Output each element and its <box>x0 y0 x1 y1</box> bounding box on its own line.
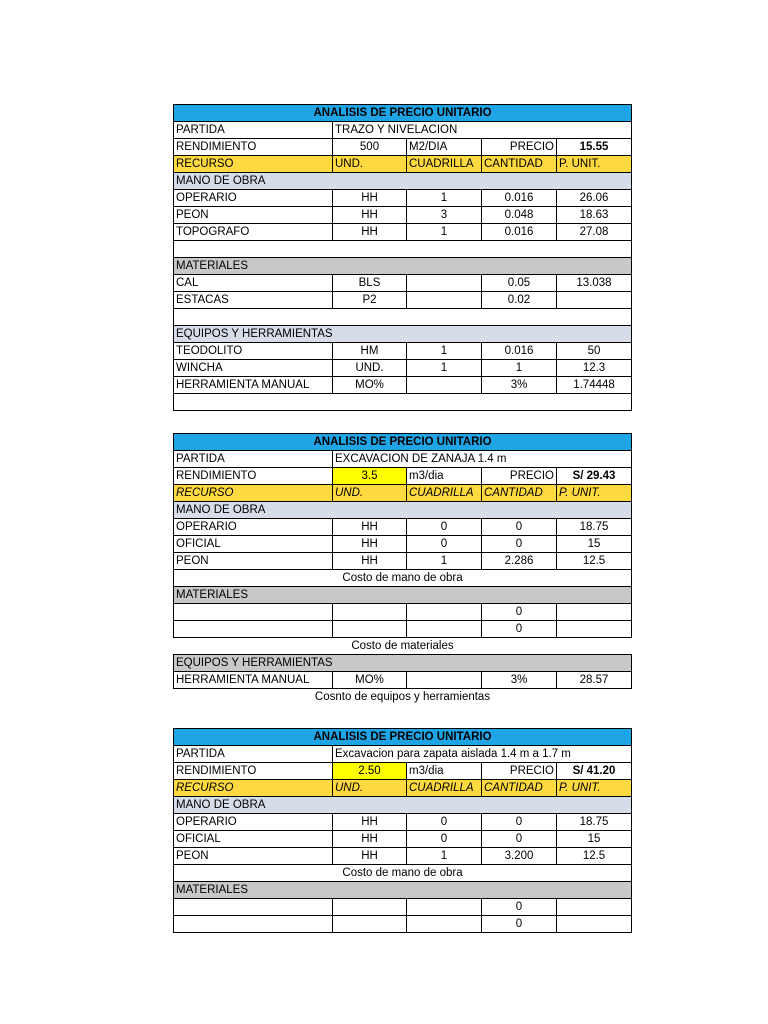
apu-table-excavacion-zanja <box>173 433 632 705</box>
table-row <box>174 672 632 689</box>
cell-recurso: OFICIAL <box>174 536 333 553</box>
cell-cuadrilla <box>407 275 482 292</box>
cell-cuadrilla: 3 <box>407 207 482 224</box>
cell-cuadrilla: 1 <box>407 360 482 377</box>
section-mano-de-obra: MANO DE OBRA <box>174 173 632 190</box>
cell-punit <box>557 292 632 309</box>
table-row <box>174 292 632 309</box>
rendimiento-value: 3.5 <box>333 468 407 485</box>
rendimiento-label: RENDIMIENTO <box>174 763 333 780</box>
rendimiento-unit: m3/dia <box>407 468 482 485</box>
cell-recurso: PEON <box>174 207 333 224</box>
table-row <box>174 207 632 224</box>
cell-recurso: PEON <box>174 553 333 570</box>
cell-recurso: OPERARIO <box>174 814 333 831</box>
cell-cantidad: 0 <box>482 621 557 638</box>
table-title: ANALISIS DE PRECIO UNITARIO <box>174 105 632 122</box>
cell-cantidad: 3% <box>482 377 557 394</box>
header-punit: P. UNIT. <box>557 485 632 502</box>
cell-cuadrilla <box>407 672 482 689</box>
header-cuadrilla: CUADRILLA <box>407 780 482 797</box>
table-row <box>174 848 632 865</box>
cell-punit: 15 <box>557 536 632 553</box>
partida-label: PARTIDA <box>174 746 333 763</box>
cell-recurso <box>174 621 333 638</box>
cell-punit <box>557 916 632 933</box>
cell-punit: 18.75 <box>557 814 632 831</box>
cell-punit: 18.63 <box>557 207 632 224</box>
blank-row <box>174 309 632 326</box>
table-title: ANALISIS DE PRECIO UNITARIO <box>174 729 632 746</box>
cell-cuadrilla <box>407 292 482 309</box>
cell-und: HH <box>333 831 407 848</box>
section-materiales: MATERIALES <box>174 882 632 899</box>
section-materiales: MATERIALES <box>174 587 632 604</box>
table-row <box>174 831 632 848</box>
cell-recurso: HERRAMIENTA MANUAL <box>174 377 333 394</box>
cell-und: P2 <box>333 292 407 309</box>
cell-cuadrilla: 1 <box>407 190 482 207</box>
cell-und: UND. <box>333 360 407 377</box>
cost-equipos: Cosnto de equipos y herramientas <box>314 691 491 703</box>
cell-cuadrilla: 1 <box>407 224 482 241</box>
precio-value: S/ 29.43 <box>557 468 632 485</box>
apu-table-trazo <box>173 104 632 411</box>
partida-value: EXCAVACION DE ZANAJA 1.4 m <box>333 451 632 468</box>
rendimiento-unit: M2/DIA <box>407 139 482 156</box>
cell-und: HH <box>333 848 407 865</box>
header-punit: P. UNIT. <box>557 156 632 173</box>
precio-label: PRECIO <box>482 139 557 156</box>
table-row <box>174 377 632 394</box>
header-cantidad: CANTIDAD <box>482 485 557 502</box>
partida-value: TRAZO Y NIVELACION <box>333 122 632 139</box>
cell-cantidad: 0 <box>482 814 557 831</box>
precio-value: S/ 41.20 <box>557 763 632 780</box>
header-recurso: RECURSO <box>174 780 333 797</box>
cell-cantidad: 2.286 <box>482 553 557 570</box>
cell-cantidad: 0.05 <box>482 275 557 292</box>
header-cuadrilla: CUADRILLA <box>407 156 482 173</box>
cell-cantidad: 0.016 <box>482 190 557 207</box>
cell-punit <box>557 621 632 638</box>
rendimiento-unit: m3/dia <box>407 763 482 780</box>
cell-und <box>333 916 407 933</box>
cell-cuadrilla: 0 <box>407 814 482 831</box>
section-mano-de-obra: MANO DE OBRA <box>174 502 632 519</box>
cell-recurso: WINCHA <box>174 360 333 377</box>
table-row <box>174 916 632 933</box>
rendimiento-value: 500 <box>333 139 407 156</box>
precio-value: 15.55 <box>557 139 632 156</box>
cell-cuadrilla: 1 <box>407 343 482 360</box>
cell-recurso: CAL <box>174 275 333 292</box>
cost-mano-de-obra: Costo de mano de obra <box>174 865 632 882</box>
cell-punit: 1.74448 <box>557 377 632 394</box>
partida-value: Excavacion para zapata aislada 1.4 m a 1.7 m <box>333 746 632 763</box>
cell-cantidad: 0 <box>482 604 557 621</box>
cell-punit: 28.57 <box>557 672 632 689</box>
cell-cuadrilla: 0 <box>407 536 482 553</box>
cell-cantidad: 0.016 <box>482 224 557 241</box>
precio-label: PRECIO <box>482 763 557 780</box>
cell-cantidad: 0 <box>482 536 557 553</box>
rendimiento-label: RENDIMIENTO <box>174 468 333 485</box>
section-equipos: EQUIPOS Y HERRAMIENTAS <box>174 326 632 343</box>
apu-table-excavacion-zapata <box>173 728 632 933</box>
header-cantidad: CANTIDAD <box>482 780 557 797</box>
cell-recurso <box>174 604 333 621</box>
cell-und: MO% <box>333 377 407 394</box>
cell-cuadrilla <box>407 621 482 638</box>
cell-recurso <box>174 916 333 933</box>
cell-punit: 13.038 <box>557 275 632 292</box>
cell-punit <box>557 899 632 916</box>
cell-und: HH <box>333 536 407 553</box>
cell-punit: 12.5 <box>557 848 632 865</box>
cell-recurso: PEON <box>174 848 333 865</box>
cell-recurso: TEODOLITO <box>174 343 333 360</box>
blank-row <box>174 241 632 258</box>
cell-cantidad: 3% <box>482 672 557 689</box>
cell-cuadrilla: 1 <box>407 848 482 865</box>
cell-cantidad: 0 <box>482 831 557 848</box>
table-row <box>174 360 632 377</box>
table-row <box>174 190 632 207</box>
cell-und: HM <box>333 343 407 360</box>
cell-recurso: HERRAMIENTA MANUAL <box>174 672 333 689</box>
table-row <box>174 519 632 536</box>
header-cuadrilla: CUADRILLA <box>407 485 482 502</box>
cell-cuadrilla: 1 <box>407 553 482 570</box>
cell-und <box>333 604 407 621</box>
table-row <box>174 343 632 360</box>
section-equipos: EQUIPOS Y HERRAMIENTAS <box>174 655 632 672</box>
cell-und: HH <box>333 553 407 570</box>
header-und: UND. <box>333 780 407 797</box>
cell-punit <box>557 604 632 621</box>
header-und: UND. <box>333 156 407 173</box>
cost-materiales: Costo de materiales <box>351 640 454 652</box>
cell-recurso <box>174 899 333 916</box>
cell-recurso: OPERARIO <box>174 190 333 207</box>
header-cantidad: CANTIDAD <box>482 156 557 173</box>
cell-punit: 50 <box>557 343 632 360</box>
cell-und: HH <box>333 207 407 224</box>
cell-punit: 27.08 <box>557 224 632 241</box>
cell-punit: 15 <box>557 831 632 848</box>
cell-punit: 12.3 <box>557 360 632 377</box>
partida-label: PARTIDA <box>174 451 333 468</box>
table-row <box>174 621 632 638</box>
cell-und: HH <box>333 224 407 241</box>
cell-cantidad: 0 <box>482 899 557 916</box>
cell-recurso: ESTACAS <box>174 292 333 309</box>
cell-cuadrilla: 0 <box>407 519 482 536</box>
cell-und: HH <box>333 519 407 536</box>
cell-recurso: TOPOGRAFO <box>174 224 333 241</box>
cell-cantidad: 1 <box>482 360 557 377</box>
rendimiento-value: 2.50 <box>333 763 407 780</box>
header-punit: P. UNIT. <box>557 780 632 797</box>
cell-cantidad: 0.02 <box>482 292 557 309</box>
table-row <box>174 604 632 621</box>
cell-und <box>333 621 407 638</box>
cell-cuadrilla <box>407 899 482 916</box>
blank-row <box>174 394 632 411</box>
table-row <box>174 814 632 831</box>
rendimiento-label: RENDIMIENTO <box>174 139 333 156</box>
section-materiales: MATERIALES <box>174 258 632 275</box>
cell-und: HH <box>333 190 407 207</box>
table-title: ANALISIS DE PRECIO UNITARIO <box>174 434 632 451</box>
cell-und: MO% <box>333 672 407 689</box>
cell-cantidad: 0 <box>482 519 557 536</box>
cell-cantidad: 0.016 <box>482 343 557 360</box>
cell-punit: 12.5 <box>557 553 632 570</box>
table-row <box>174 224 632 241</box>
cell-cantidad: 3.200 <box>482 848 557 865</box>
cell-recurso: OPERARIO <box>174 519 333 536</box>
table-row <box>174 553 632 570</box>
partida-label: PARTIDA <box>174 122 333 139</box>
cell-cantidad: 0 <box>482 916 557 933</box>
cell-cuadrilla <box>407 916 482 933</box>
cell-cuadrilla: 0 <box>407 831 482 848</box>
header-und: UND. <box>333 485 407 502</box>
cell-und: BLS <box>333 275 407 292</box>
table-row <box>174 899 632 916</box>
section-mano-de-obra: MANO DE OBRA <box>174 797 632 814</box>
cell-punit: 26.06 <box>557 190 632 207</box>
header-recurso: RECURSO <box>174 485 333 502</box>
cell-und: HH <box>333 814 407 831</box>
cell-cantidad: 0.048 <box>482 207 557 224</box>
cell-cuadrilla <box>407 604 482 621</box>
header-recurso: RECURSO <box>174 156 333 173</box>
cell-recurso: OFICIAL <box>174 831 333 848</box>
precio-label: PRECIO <box>482 468 557 485</box>
cost-mano-de-obra: Costo de mano de obra <box>174 570 632 587</box>
cell-und <box>333 899 407 916</box>
table-row <box>174 536 632 553</box>
table-row <box>174 275 632 292</box>
cell-cuadrilla <box>407 377 482 394</box>
cell-punit: 18.75 <box>557 519 632 536</box>
